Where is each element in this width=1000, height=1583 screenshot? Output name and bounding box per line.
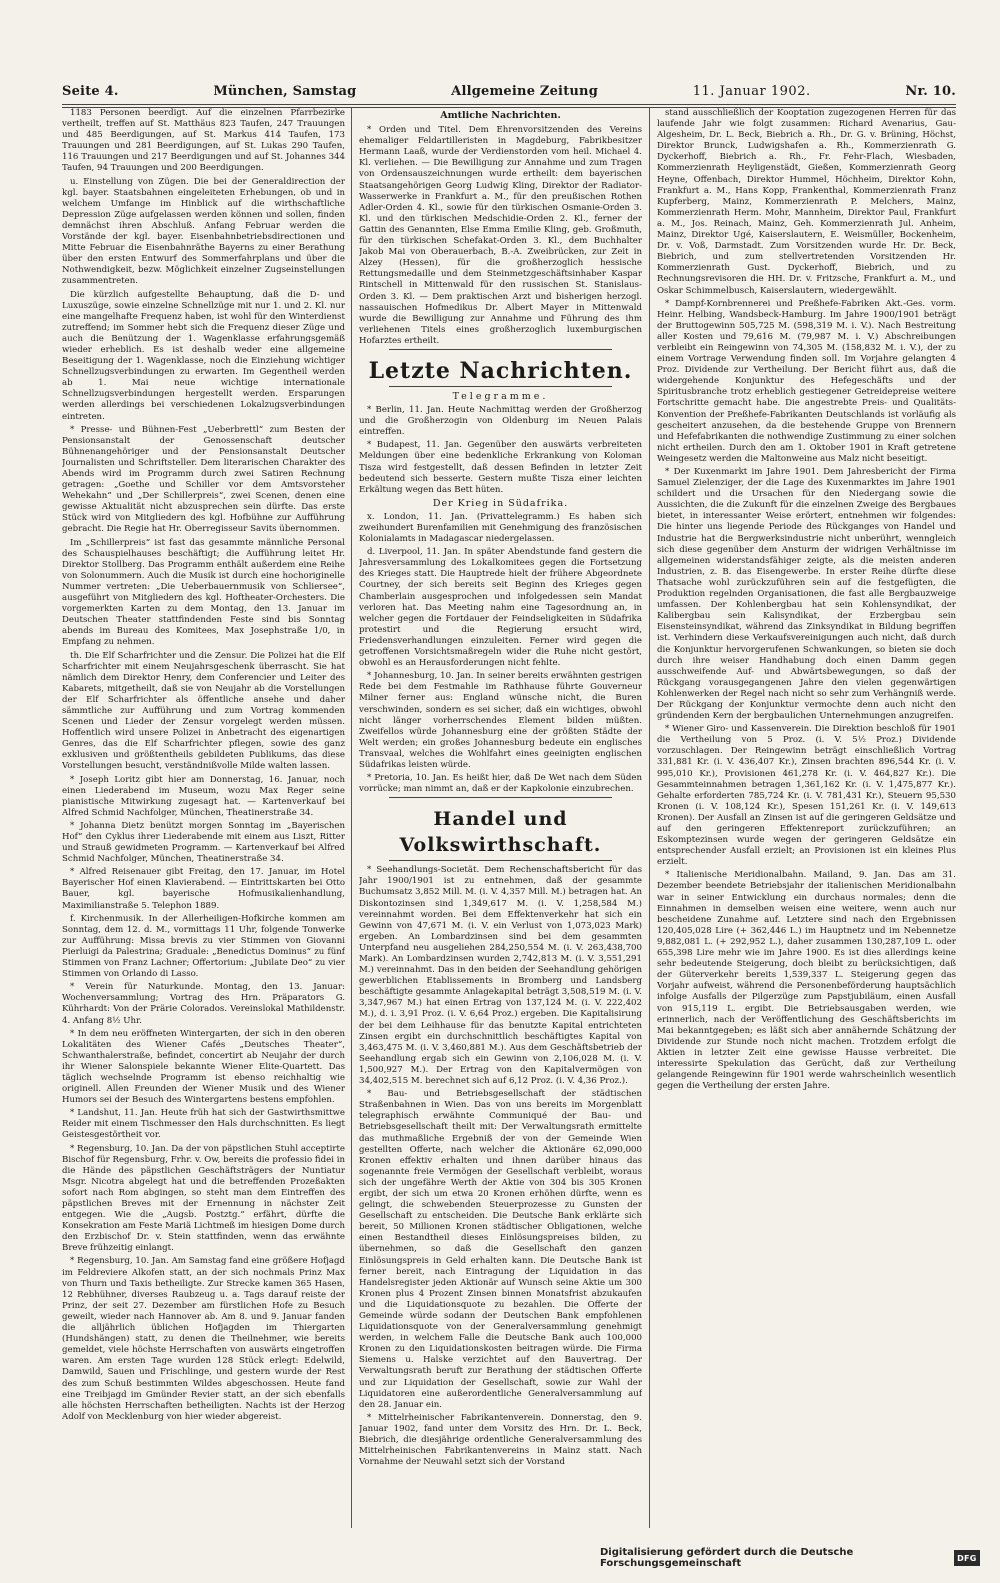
article-paragraph: * Alfred Reisenauer gibt Freitag, den 17. Januar, im Hotel Bayerischer Hof einen Klavierabend. — Eintrittskarten bei Otto Bauer, kgl. bayerische Hofmusikalienhandlung, Maximilianstraße 5. Telephon 1889.	[62, 867, 345, 911]
column-1	[62, 108, 345, 1528]
subheading-telegramme: Telegramme.	[452, 390, 549, 402]
section-rule	[389, 797, 612, 798]
article-paragraph: d. Liverpool, 11. Jan. In später Abendstunde fand gestern die Jahresversammlung des Lokalkomitees gegen die Fortsetzung des Krieges statt. Die Hauptrede hielt der frühere Abgeordnete Courtney, der sich bereits seit Beginn des Krieges gegen Chamberlain ausgesprochen und infolgedessen sein Mandat verloren hat. Das Meeting nahm eine Tagesordnung an, in welcher gegen die Fortdauer der Feindseligkeiten in Südafrika protestirt und die Regierung ersucht wird, Friedensverhandlungen einzuleiten. Ferner wird gegen die getroffenen Vorsichtsmaßregeln wider die Ruhe nicht gestört, obwohl es an Herausforderungen nicht fehlte.	[359, 547, 642, 669]
section-rule	[389, 860, 612, 861]
column-2	[359, 108, 642, 1528]
article-paragraph: * Verein für Naturkunde. Montag, den 13. Januar: Wochenversammlung; Vortrag des Hrn. Präparators G. Kührhardt: Von der Prärie Colorados. Vereinslokal Mathildenstr. 4. Anfang 8½ Uhr.	[62, 982, 345, 1026]
article-paragraph: * Orden und Titel. Dem Ehrenvorsitzenden des Vereins ehemaliger Feldartilleristen in Magdeburg, Fabrikbesitzer Hermann Laaß, wurde der Verdienstorden vom heil. Michael 4. Kl. verliehen. — Die Bewilligung zur Annahme und zum Tragen von Ordensauszeichnungen wurde ertheilt: dem bayerischen Staatsangehörigen Georg Ludwig Kling, Direktor der Radiator-Wasserwerke in Frankfurt a. M., für den preußischen Rothen Adler-Orden 4. Kl., sowie für den türkischen Osmanie-Orden 3. Kl. und den türkischen Medschidie-Orden 2. Kl., ferner der Gattin des Genannten, Else Emma Emilie Kling, geb. Großmuth, für den türkischen Schefakat-Orden 3. Kl., dem Buchhalter Jakob Mai von Oberauerbach, B.-A. Zweibrücken, zur Zeit in Alzey (Hessen), für die großherzoglich hessische Rettungsmedaille und dem Steinmetzgeschäftsinhaber Kaspar Rintschell in Mittenwald für den russischen St. Stanislaus-Orden 3. Kl. — Dem praktischen Arzt und bisherigen herzogl. nassauischen Hofmedikus Dr. Albert Mayer in Mittenwald wurde die Bewilligung zur Annahme und Führung des ihm verliehenen Titels eines großherzoglich luxemburgischen Hofarztes ertheilt.	[359, 125, 642, 346]
article-paragraph: * Pretoria, 10. Jan. Es heißt hier, daß De Wet nach dem Süden vorrücke; man nimmt an, daß er der Kapkolonie einzubrechen.	[359, 773, 642, 795]
article-paragraph: * Landshut, 11. Jan. Heute früh hat sich der Gastwirthsmittwe Reider mit einem Tischmesser den Hals durchschnitten. Es liegt Geistesgestörtheit vor.	[62, 1108, 345, 1141]
article-paragraph: x. London, 11. Jan. (Privattelegramm.) Es haben sich zweihundert Burenfamilien mit Genehmigung des französischen Kolonialamts in Madagascar niedergelassen.	[359, 511, 642, 545]
dfg-logo: DFG	[954, 1550, 980, 1566]
issue-date: 11. Januar 1902.	[692, 84, 811, 99]
section-heading-amtliche: Amtliche Nachrichten.	[440, 110, 561, 121]
article-paragraph: Die kürzlich aufgestellte Behauptung, daß die D- und Luxuszüge, sowie einzelne Schnellzüge mit nur 1. und 2. Kl. nur eine mangelhafte Frequenz haben, ist wohl für den Winterdienst zutreffend; im Sommer hebt sich die Frequenz dieser Züge und auch die Benützung der 1. Wagenklasse erfahrungsgemäß wieder erheblich. Es ist deshalb weder eine allgemeine Beseitigung der 1. Wagenklasse, noch die Einziehung wichtiger Schnellzugsverbindungen zu erwarten. Im Gegentheil werden ab 1. Mai neue wichtige internationale Schnellzugsverbindungen hergestellt werden. Ersparungen werden allerdings bei verschiedenen Lokalzugsverbindungen eintreten.	[62, 289, 345, 422]
article-paragraph: * Der Kuxenmarkt im Jahre 1901. Dem Jahresbericht der Firma Samuel Zielenziger, der die Lage des Kuxenmarktes im Jahre 1901 schildert und die Ursachen für den Niedergang sowie die Aussichten, die die Zukunft für die einzelnen Zweige des Bergbaues bietet, in interessanter Weise erörtert, entnehmen wir folgendes: Die hinter uns liegende Periode des Rückganges von Handel und Industrie hat die Bergwerksindustrie nicht unberührt, wenngleich sich diese gegenüber dem Ansturm der widrigen Verhältnisse im allgemeinen widerstandsfähiger zeigte, als die meisten anderen Industrien, z. B. das Eisengewerbe. In erster Reihe dürfte diese Thatsache wohl zurückzuführen sein auf die festgefügten, die Produktion regelnden Organisationen, die fast alle Bergbauzweige umfassen. Der Kohlenbergbau hat sein Kohlensyndikat, der Kalibergbau sein Kalisyndikat, der Erzbergbau sein Eisensteinsyndikat, während das Zinksyndikat in Bildung begriffen ist. Verhindern diese Verkaufsvereinigungen auch nicht, daß durch die Konjunktur hervorgerufenen Schwankungen, so bieten sie doch durch ihre weiser Handhabung doch einen Damm gegen ausschweifende Auf- und Abwärtsbewegungen, so daß der Rückgang vorausgegangenen Jahre den vielen gegenwärtigen Kohlenwerken der Regel nach nicht so sehr zum Verhängniß werde. Der Rückgang der Konjunktur vermochte denn auch nicht den gründenden Kern der bergbaulichen Unternehmungen anzugreifen.	[657, 467, 956, 722]
header-rule	[62, 104, 956, 105]
article-paragraph: * Mittelrheinischer Fabrikantenverein. Donnerstag, den 9. Januar 1902, fand unter dem Vorsitz des Hrn. Dr. L. Beck, Biebrich, die diesjährige ordentliche Generalversammlung des Mittelrheinischen Fabrikantenvereins in Mainz statt. Nach Vornahme der Neuwahl setzt sich der Vorstand	[359, 1412, 642, 1468]
article-paragraph: * In dem neu eröffneten Wintergarten, der sich in den oberen Lokalitäten des Wiener Cafés „Deutsches Theater“, Schwanthalerstraße, befindet, concertirt ab Neujahr der durch ihr Wiener Salonspiele bekannte Wiener Elite-Quartett. Das täglich wechselnde Programm ist ebenso reichhaltig wie originell. Allen Freunden der Wiener Musik und des Wiener Humors sei der Besuch des Wintergartens bestens empfohlen.	[62, 1028, 345, 1106]
article-paragraph: Im „Schillerpreis“ ist fast das gesammte männliche Personal des Schauspielhauses beschäftigt; die Aufführung leitet Hr. Direktor Stollberg. Das Programm enthält außerdem eine Reihe von Solonummern. Auch die Musik ist durch eine hochoriginelle Nummer vertreten: „Die Ueberbauernmusik von Schliersee“, ausgeführt von Mitgliedern des kgl. Hoftheater-Orchesters. Die vorgemerkten Karten zu dem Montag, den 13. Januar im Deutschen Theater stattfindenden Feste sind bis Sonntag abends im Bureau des Komitees, Max Josephstraße 1/0, in Empfang zu nehmen.	[62, 537, 345, 648]
section-rule	[389, 349, 612, 350]
article-paragraph: * Seehandlungs-Societät. Dem Rechenschaftsbericht für das Jahr 1900/1901 ist zu entnehmen, daß der gesammte Buchumsatz 3,852 Mill. M. (i. V. 4,357 Mill. M.) betragen hat. An Diskontozinsen sind 1,349,617 M. (i. V. 1,258,584 M.) vereinnahmt worden. Bei dem Effektenverkehr hat sich ein Gewinn von 47,671 M. (i. V. ein Verlust von 1,073,023 Mark) ergeben. An Lombardzinsen sind bei dem gesammten Unterpfand neu ausgeliehen 284,250,554 M. (i. V. 263,438,700 Mark). An Lombardzinsen wurden 2,742,813 M. (i. V. 3,551,291 M.) vereinnahmt. Das in den beiden der Seehandlung gehörigen gewerblichen Etablissements in Bromberg und Landsberg beschäftigte gesammte Anlagekapital beträgt 3,508,519 M. (i. V. 3,347,967 M.) hat einen Ertrag von 137,124 M. (i. V. 222,402 M.), d. i. 3,91 Proz. (i. V. 6,64 Proz.) ergeben. Die Kapitalisirung der bei dem Leihhause für das benutzte Kapital entrichteten Zinsen ergibt ein durchschnittlich beschäftigtes Kapital von 3,463,475 M. (i. V. 3,460,881 M.). Aus dem Geschäftsbetrieb der Seehandlung ergab sich ein Gewinn von 2,106,028 M. (i. V. 1,500,927 M.). Der Ertrag von den Kapitalvermögen von 34,402,515 M. berechnet sich auf 6,12 Proz. (i. V. 4,36 Proz.).	[359, 865, 642, 1087]
article-paragraph: * Johannesburg, 10. Jan. In seiner bereits erwähnten gestrigen Rede bei dem Festmahle im Rathhause führte Gouverneur Milner ferner aus: England wünsche nicht, die Buren verschwinden, sondern es sei sicher, daß ein wichtiges, obwohl nicht länger vorherrschendes Element bilden müßten. Zweifellos würde Johannesburg eine der größten Städte der Welt werden; ein großes Johannesburg bedeute ein englisches Transvaal, welches die Wohlfahrt eines geeinigten englischen Südafrikas leisten würde.	[359, 671, 642, 770]
article-paragraph: * Italienische Meridionalbahn. Mailand, 9. Jan. Das am 31. Dezember beendete Betriebsjahr der italienischen Meridionalbahn war in seiner Entwicklung ein durchaus normales; denn die Einnahmen in demselben weisen eine weitere, wenn auch nur bescheidene Zunahme auf. Letztere sind nach den Ergebnissen 120,405,028 Lire (+ 362,446 L.) im Hauptnetz und im Nebennetze 9,882,081 L. (+ 292,952 L.), daher zusammen 130,287,109 L. oder 655,398 Lire mehr wie im Jahre 1900. Es ist dies allerdings keine sehr bedeutende Steigerung, doch bleibt zu berücksichtigen, daß der Güterverkehr bereits 1,539,337 L. Steigerung gegen das Vorjahr aufweist, während die Personenbeförderung hauptsächlich infolge Ausfalls der Pilgerzüge zum Papstjubiläum, einen Ausfall von 915,119 L. ergibt. Die Betriebsausgaben werden, wie erinnerlich, nach der Veröffentlichung des Geschäftsberichts im Mai bekanntgegeben; es läßt sich aber annähernde Schätzung der Dividende zur Stunde noch nicht machen. Trotzdem erfolgt die Aktien in letzter Zeit eine gewisse Hausse verbreitet. Die interessirte Spekulation das Gerücht, daß zur Vertheilung gelangende Reingewinn für 1901 werde wahrscheinlich wesentlich gegen die Vertheilung der ersten Jahre.	[657, 870, 956, 1092]
issue-number: Nr. 10.	[905, 84, 956, 99]
article-paragraph: * Joseph Loritz gibt hier am Donnerstag, 16. Januar, noch einen Liederabend im Museum, wozu Max Reger seine pianistische Mitwirkung zugesagt hat. — Kartenverkauf bei Alfred Schmid Nachfolger, München, Theatinerstraße 34.	[62, 774, 345, 818]
paper-title: Allgemeine Zeitung	[451, 84, 598, 99]
article-paragraph: * Johanna Dietz benützt morgen Sonntag im „Bayerischen Hof“ den Cyklus ihrer Liederabende mit einem aus Liszt, Ritter und Strauß gewidmeten Programm. — Kartenverkauf bei Alfred Schmid Nachfolger, München, Theatinerstraße 34.	[62, 820, 345, 865]
column-divider-2	[649, 108, 650, 1528]
article-paragraph: 1183 Personen beerdigt. Auf die einzelnen Pfarrbezirke vertheilt, treffen auf St. Matthäus 823 Taufen, 247 Trauungen und 485 Beerdigungen, auf St. Markus 414 Taufen, 173 Trauungen und 281 Beerdigungen, auf St. Lukas 290 Taufen, 116 Trauungen und 217 Beerdigungen und auf St. Johannes 344 Taufen, 94 Trauungen und 200 Beerdigungen.	[62, 108, 345, 174]
page-number: Seite 4.	[62, 84, 119, 99]
subheading-krieg: Der Krieg in Südafrika.	[432, 497, 569, 509]
credit-text: Digitalisierung gefördert durch die Deutsche Forschungsgemeinschaft	[600, 1547, 854, 1569]
article-paragraph: f. Kirchenmusik. In der Allerheiligen-Hofkirche kommen am Sonntag, dem 12. d. M., vormittags 11 Uhr, folgende Tonwerke zur Aufführung: Missa brevis zu vier Stimmen von Giovanni Pierluigi da Palestrina; Graduale: „Benedictus Dominus“ zu fünf Stimmen von Franz Lachner; Offertorium: „Jubilate Deo“ zu vier Stimmen von Orlando di Lasso.	[62, 913, 345, 980]
article-paragraph: * Berlin, 11. Jan. Heute Nachmittag werden der Großherzog und die Großherzogin von Oldenburg im Neuen Palais eintreffen.	[359, 405, 642, 438]
section-rule	[389, 386, 612, 387]
column-divider-1	[351, 108, 352, 1528]
article-paragraph: * Presse- und Bühnen-Fest „Ueberbrettl“ zum Besten der Pensionsanstalt der Genossenschaft deutscher Bühnenangehöriger und der Pensionsanstalt Deutscher Journalisten und Schriftsteller. Dem literarischen Charakter des Abends wird im Programm durch zwei Satiren Rechnung getragen: „Goethe und Schiller vor dem Amtsvorsteher Wehekahn“ und „Der Schillerpreis“, zwei Scenen, denen eine gewisse Aktualität nicht abzusprechen sein dürfte. Das erste Stück wird von Mitgliedern des kgl. Hofbühne zur Aufführung gebracht. Die Regie hat Hr. Oberregisseur Savits übernommen.	[62, 424, 345, 535]
page-header	[62, 84, 956, 104]
article-paragraph: th. Die Elf Scharfrichter und die Zensur. Die Polizei hat die Elf Scharfrichter mit einem Neujahrsgeschenk überrascht. Sie hat nämlich dem Direktor Henry, dem Conferencier und Leiter des Kabarets, mitgetheilt, daß sie von Neujahr ab die Vorstellungen der Elf Scharfrichter als öffentliche ansehe und daher sämmtliche zur Aufführung und zum Vortrag kommenden Scenen und Lieder der Zensur vorgelegt werden müssen. Hoffentlich wird unsere Polizei in Anbetracht des eigenartigen Genres, das die Elf Scharfrichter pflegen, sowie des ganz exklusiven und größtentheils gebildeten Publikums, das diese Vorstellungen besucht, verständnißvolle Milde walten lassen.	[62, 650, 345, 772]
article-paragraph: * Dampf-Kornbrennerei und Preßhefe-Fabriken Akt.-Ges. vorm. Heinr. Helbing, Wandsbeck-Hamburg. Im Jahre 1900/1901 beträgt der Bruttogewinn 505,725 M. (598,319 M. i. V.). Nach Bestreitung aller Kosten und 79,616 M. (79,987 M. i. V.) Abschreibungen verbleibt ein Reingewinn von 74,305 M. (158,832 M. i. V.), der zu einem Vortrage Verwendung finden soll. Im Vorjahre gelangten 4 Proz. Dividende zur Vertheilung. Der Bericht führt aus, daß die widergehende Konjunktur des Hefegeschäfts und der Spiritusbranche trotz erheblich gestiegener Getreidepreise weitere Fortschritte gemacht habe. Die angestrebte Preis- und Qualitäts-Konvention der Preßhefe-Fabrikanten Deutschlands ist vorläufig als gescheitert anzusehen, da die bestehende Gruppe von Brennern und Hefefabrikanten die nothwendige Zustimmung zu einer solchen nicht ertheilen. Durch den am 1. Oktober 1901 in Kraft getretene Weingesetz werden die Maltonweine aus Malz nicht beseitigt.	[657, 298, 956, 464]
article-paragraph: * Regensburg, 10. Jan. Da der von päpstlichen Stuhl acceptirte Bischof für Regensburg, Frhr. v. Ow, bereits die professio fidei in die Hände des päpstlichen Geschäftsträgers der Nuntiatur Msgr. Nicotra abgelegt hat und die betreffenden Prozeßakten sofort nach Rom abgingen, so steht man dem Eintreffen des päpstlichen Breves mit der Ernennung in nächster Zeit entgegen. Wie die „Augsb. Postztg.“ erfährt, dürfte die Konsekration am Feste Mariä Lichtmeß im hiesigen Dome durch den Erzbischof Dr. v. Stein stattfinden, wenn das erwähnte Breve frühzeitig einlangt.	[62, 1143, 345, 1254]
section-heading-letzte-nachrichten: Letzte Nachrichten.	[368, 357, 633, 384]
column-3	[657, 108, 956, 1528]
article-paragraph: * Wiener Giro- und Kassenverein. Die Direktion beschloß für 1901 die Vertheilung von 5 Proz. (i. V. 5½ Proz.) Dividende vorzuschlagen. Der Reingewinn beträgt einschließlich Vortrag 331,881 Kr. (i. V. 436,407 Kr.), Zinsen brachten 896,544 Kr. (i. V. 995,010 Kr.), Provisionen 461,278 Kr. (i. V. 464,827 Kr.). Die Gesammteinnahmen betragen 1,361,162 Kr. (i. V. 1,475,877 Kr.). Gehalte erforderten 785,724 Kr. (i. V. 781,431 Kr.), Steuern 95,530 Kronen (i. V. 108,124 Kr.), Spesen 151,261 Kr. (i. V. 149,613 Kronen). Der Ausfall an Zinsen ist auf die geringeren Geldsätze und auf den geringeren Effektenreport zurückzuführen; an Eskomptezinsen wurde wegen der geringeren Geldsätze ein entsprechender Ausfall erzielt; an Provisionen ist ein kleines Plus erzielt.	[657, 724, 956, 868]
article-paragraph: * Budapest, 11. Jan. Gegenüber den auswärts verbreiteten Meldungen über eine bedenkliche Erkrankung von Koloman Tisza wird festgestellt, daß dessen Befinden in letzter Zeit bedeutend sich besserte. Gestern mußte Tisza einer leichten Erkältung wegen das Bett hüten.	[359, 440, 642, 495]
article-paragraph: stand ausschließlich der Kooptation zugezogenen Herren für das laufende Jahr wie folgt zusammen: Richard Avenarius, Gau-Algesheim, Dr. L. Beck, Biebrich a. Rh., Dr. G. v. Brüning, Höchst, Direktor Brunck, Ludwigshafen a. Rh., Kommerzienrath G. Dyckerhoff, Biebrich a. Rh., Fr. Fehr-Flach, Wiesbaden, Kommerzienrath Heyligenstädt, Gießen, Kommerzienrath Georg Heyne, Offenbach, Direktor Hummel, Höchheim, Direktor Kohn, Frankfurt a. M., Hans Kopp, Frankenthal, Kommerzienrath Franz Kupferberg, Mainz, Kommerzienrath P. Melchers, Mainz, Kommerzienrath Herm. Mohr, Mannheim, Direktor Paul, Frankfurt a. M., Jos. Reinach, Mainz, Geh. Kommerzienrath Jul. Anheim, Mainz, Direktor Ugé, Kaiserslautern, E. Weismüller, Bockenheim, Dr. v. Voß, Darmstadt. Zum Vorsitzenden wurde Hr. Dr. Beck, Biebrich, und zum stellvertretenden Vorsitzenden Hr. Kommerzienrath Gust. Dyckerhoff, Biebrich, und zu Rechnungsrevisoren die HH. Dr. v. Fritzsche, Frankfurt a. M., und Oskar Schimmelbusch, Kaiserslautern, wiedergewählt.	[657, 108, 956, 296]
section-heading-handel: Handel und Volkswirthschaft.	[399, 808, 602, 857]
article-paragraph: * Bau- und Betriebsgesellschaft der städtischen Straßenbahnen in Wien. Das von uns bereits im Morgenblatt telegraphisch erwähnte Communiqué der Bau- und Betriebsgesellschaft theilt mit: Der Verwaltungsrath ermittelte das muthmaßliche Ergebniß der von der Gemeinde Wien gestellten Offerte, nach welcher die Aktionäre 62,090,000 Kronen effektiv erhalten und ihnen darüber hinaus das sogenannte freie Vermögen der Gesellschaft verbleibt, woraus sich der ungefähre Werth der Aktie von 304 bis 305 Kronen ergibt, der sich um etwa 20 Kronen erhöhen dürfte, wenn es gelingt, die schwebenden Steuerprozesse zu Gunsten der Gesellschaft zu entscheiden. Die Deutsche Bank erklärte sich bereit, 50 Millionen Kronen städtischer Obligationen, welche einen Bestandtheil dieses Einlösungspreises bilden, zu übernehmen, so daß die Gesellschaft den ganzen Einlösungspreis in Geld erhalten kann. Die Deutsche Bank ist ferner bereit, nach Eintragung der Liquidation in das Handelsregister jeden Aktionär auf Wunsch seine Aktie um 300 Kronen plus 4 Prozent Zinsen binnen Monatsfrist abzukaufen und die Liquidationsquote zu bezahlen. Die Offerte der Gemeinde würde sodann der Deutschen Bank empfohlenen Liquidationsquote von der Generalversammlung genehmigt werden, in welchem Falle die Deutsche Bank auch 100,000 Kronen zu den Liquidationskosten beitragen würde. Die Firma Siemens u. Halske verzichtet auf den Bauvertrag. Der Verwaltungsrath beruft zur Berathung der städtischen Offerte und zur Liquidation der Gesellschaft, sowie zur Wahl der Liquidatoren eine außerordentliche Generalversammlung auf den 28. Januar ein.	[359, 1089, 642, 1410]
article-paragraph: * Regensburg, 10. Jan. Am Samstag fand eine größere Hofjagd im Feldreviere Alkofen statt, an der sich nochmals Prinz Max von Thurn und Taxis betheiligte. Zur Strecke kamen 365 Hasen, 12 Rebhühner, diverses Raubzeug u. a. Tags darauf reiste der Prinz, der seit 27. Dezember am fürstlichen Hofe zu Besuch geweilt, wieder nach Hannover ab. Am 8. und 9. Januar fanden die alljährlich üblichen Hofjagden im Thiergarten (Hundshängen) statt, zu denen die Theilnehmer, wie bereits gemeldet, viele höchste Herrschaften von auswärts eingetroffen waren. Am ersten Tage wurden 128 Stück erlegt: Edelwild, Damwild, Sauen und Frischlinge, und gestern wurde der Rest des zum Schuß bestimmten Wildes abgeschossen. Heute fand eine Treibjagd im Gmünder Revier statt, an der sich ebenfalls alle höchsten Herrschaften betheiligten. Nachts ist der Herzog Adolf von Mecklenburg von hier wieder abgereist.	[62, 1256, 345, 1422]
digitization-credit	[600, 1548, 980, 1568]
place-day: München, Samstag	[213, 84, 357, 99]
article-paragraph: u. Einstellung von Zügen. Die bei der Generaldirection der kgl. bayer. Staatsbahnen eingeleiteten Erhebungen, ob und in welchem Umfange im Hinblick auf die wirthschaftliche Depression Züge aufgelassen werden können und sollen, finden demnächst ihren Abschluß. Anfang Februar werden die Vorstände der kgl. bayer. Eisenbahnbetriebsdirectionen und Mitte Februar die Eisenbahnräthe Bayerns zu einer Berathung über den ersten Entwurf des Sommerfahrplans und über die Nothwendigkeit, bezw. Möglichkeit einzelner Zugseinstellungen zusammentreten.	[62, 176, 345, 287]
